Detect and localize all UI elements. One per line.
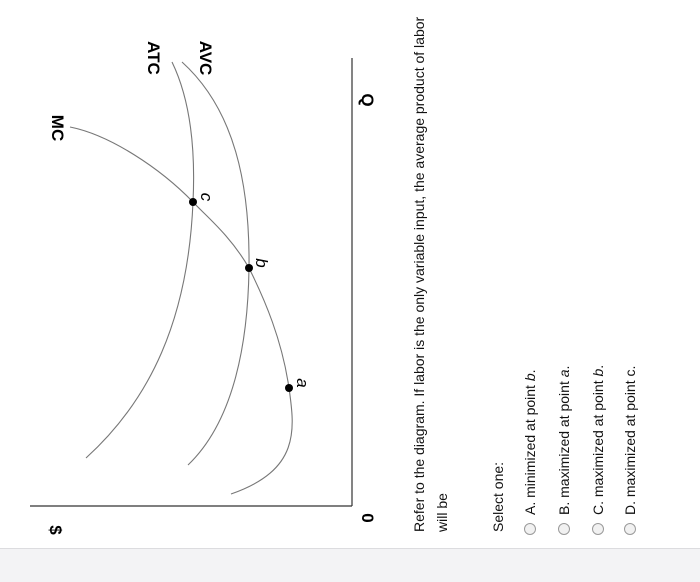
option-a[interactable] [520, 369, 540, 535]
point-b-dot [245, 264, 253, 272]
option-d-label: D. maximized at point c. [622, 365, 638, 515]
avc-label: AVC [196, 40, 215, 76]
point-c-label: c [197, 192, 216, 202]
y-axis-label: $ [46, 525, 65, 535]
avc-curve [182, 62, 249, 465]
option-c-radio[interactable] [592, 523, 604, 535]
option-a-radio[interactable] [524, 523, 536, 535]
option-b-label: B. maximized at point a. [556, 365, 572, 515]
option-c-label: C. maximized at point b. [590, 364, 606, 515]
option-d-radio[interactable] [624, 523, 636, 535]
option-d[interactable] [620, 366, 640, 535]
option-c[interactable] [588, 365, 608, 535]
atc-curve [86, 62, 194, 458]
point-a-label: a [293, 378, 312, 388]
point-b-label: b [252, 258, 271, 268]
x-axis-label: Q [358, 93, 377, 107]
select-one-label: Select one: [490, 461, 506, 532]
option-b[interactable] [554, 366, 574, 535]
origin-label: 0 [358, 513, 377, 523]
question-text: Refer to the diagram. If labor is the only variable input, the average product of labor will be [411, 16, 450, 532]
mc-curve [70, 127, 292, 494]
option-a-label: A. minimized at point b. [522, 369, 538, 515]
option-b-radio[interactable] [558, 523, 570, 535]
point-a-dot [285, 384, 293, 392]
atc-label: ATC [144, 41, 163, 75]
point-c-dot [189, 198, 197, 206]
card-divider [0, 548, 700, 549]
mc-label: MC [48, 114, 67, 142]
